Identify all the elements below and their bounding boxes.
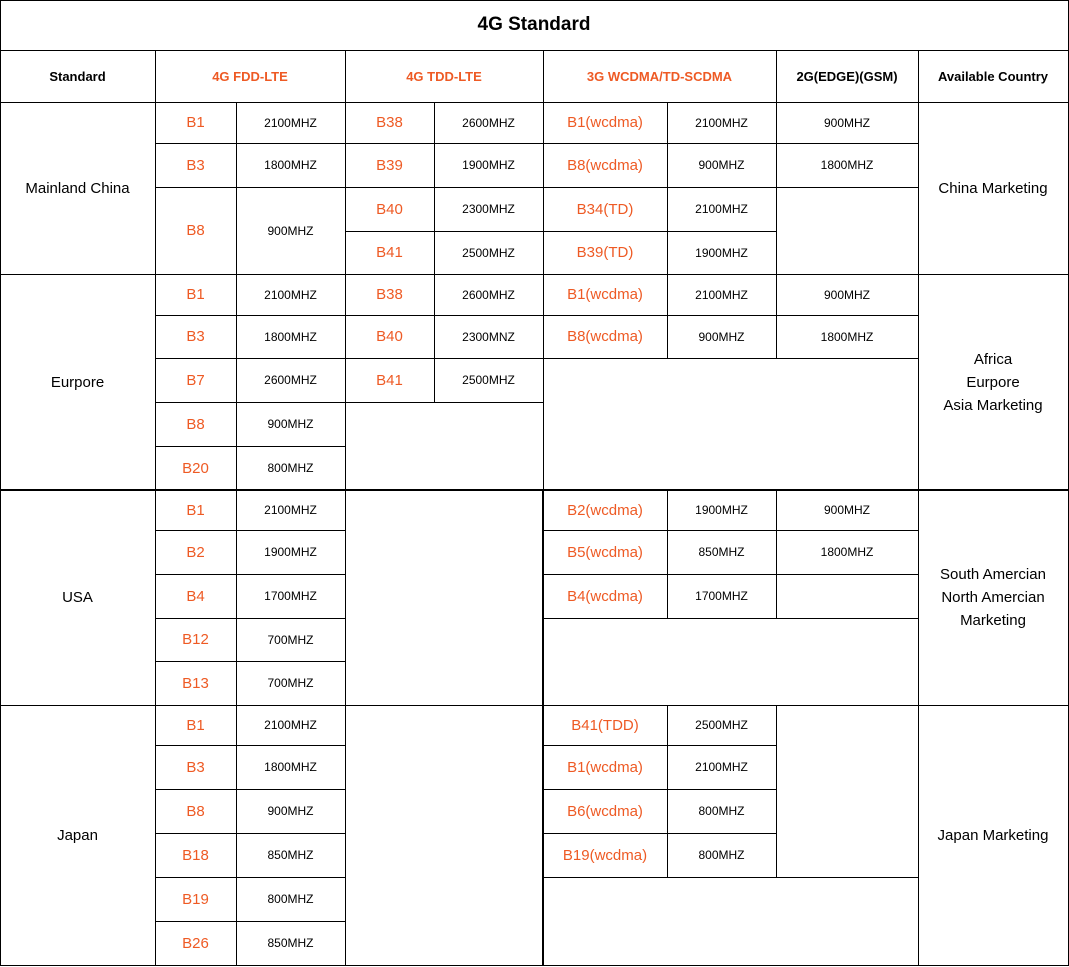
fdd-frequency: 1700MHZ bbox=[264, 589, 317, 603]
wcdma-band: B6(wcdma) bbox=[567, 802, 643, 820]
h-rule bbox=[0, 489, 1069, 491]
v-rule bbox=[667, 490, 668, 619]
wcdma-frequency: 900MHZ bbox=[698, 158, 745, 172]
fdd-band: B3 bbox=[186, 156, 205, 174]
wcdma-band: B19(wcdma) bbox=[562, 846, 648, 864]
v-rule bbox=[918, 705, 919, 966]
fdd-band: B20 bbox=[182, 459, 209, 477]
gsm-frequency: 1800MHZ bbox=[820, 545, 874, 559]
gsm-frequency: 1800MHZ bbox=[820, 329, 874, 344]
v-rule bbox=[918, 490, 919, 706]
v-rule bbox=[155, 50, 156, 103]
v-rule bbox=[776, 274, 777, 359]
gsm-frequency: 900MHZ bbox=[823, 503, 870, 517]
wcdma-frequency: 850MHZ bbox=[698, 545, 745, 559]
v-rule bbox=[918, 102, 919, 275]
fdd-band: B3 bbox=[186, 758, 205, 776]
wcdma-frequency: 2500MHZ bbox=[695, 718, 748, 732]
v-rule bbox=[236, 490, 237, 706]
wcdma-band: B4(wcdma) bbox=[567, 587, 643, 605]
wcdma-band: B1(wcdma) bbox=[567, 758, 643, 776]
v-rule bbox=[543, 50, 544, 103]
available-country: Africa Eurpore Asia Marketing bbox=[943, 350, 1043, 414]
wcdma-frequency: 2100MHZ bbox=[695, 202, 748, 216]
fdd-band: B8 bbox=[186, 222, 205, 239]
v-rule bbox=[776, 50, 777, 103]
header-fdd-lte: 4G FDD-LTE bbox=[212, 68, 288, 84]
v-rule bbox=[776, 705, 777, 878]
wcdma-band: B1(wcdma) bbox=[567, 286, 643, 303]
tdd-frequency: 1900MHZ bbox=[462, 158, 515, 172]
available-country: China Marketing bbox=[938, 179, 1048, 197]
tdd-band: B40 bbox=[376, 328, 403, 345]
wcdma-band: B2(wcdma) bbox=[567, 501, 643, 519]
wcdma-frequency: 1900MHZ bbox=[695, 245, 748, 260]
header-gsm: 2G(EDGE)(GSM) bbox=[796, 68, 898, 84]
v-rule bbox=[776, 490, 777, 619]
wcdma-frequency: 2100MHZ bbox=[695, 115, 748, 130]
header-tdd-lte: 4G TDD-LTE bbox=[406, 68, 482, 84]
table-title: 4G Standard bbox=[477, 14, 591, 35]
fdd-frequency: 900MHZ bbox=[267, 223, 314, 238]
v-rule bbox=[918, 50, 919, 103]
fdd-frequency: 700MHZ bbox=[267, 632, 314, 647]
region-japan: Japan bbox=[57, 826, 98, 844]
h-rule bbox=[543, 877, 919, 878]
fdd-band: B1 bbox=[186, 286, 205, 303]
header-available-country: Available Country bbox=[937, 68, 1049, 84]
v-rule bbox=[236, 705, 237, 966]
h-rule bbox=[776, 187, 919, 188]
fdd-band: B4 bbox=[186, 587, 205, 605]
header-standard: Standard bbox=[49, 68, 106, 84]
v-rule bbox=[776, 102, 777, 275]
tdd-frequency: 2500MHZ bbox=[462, 245, 515, 260]
v-rule bbox=[667, 102, 668, 275]
available-country: South Amercian North Amercian Marketing bbox=[940, 566, 1046, 629]
wcdma-frequency: 2100MHZ bbox=[695, 287, 748, 302]
tdd-band: B38 bbox=[376, 286, 403, 303]
wcdma-frequency: 1900MHZ bbox=[695, 503, 748, 517]
fdd-band: B19 bbox=[182, 890, 209, 908]
gsm-frequency: 900MHZ bbox=[823, 115, 870, 130]
tdd-band: B39 bbox=[376, 156, 403, 174]
v-rule bbox=[236, 102, 237, 275]
h-rule bbox=[345, 402, 544, 403]
wcdma-frequency: 2100MHZ bbox=[695, 760, 748, 774]
gsm-frequency: 900MHZ bbox=[823, 287, 870, 302]
fdd-band: B8 bbox=[186, 802, 205, 820]
fdd-frequency: 2100MHZ bbox=[264, 287, 317, 302]
v-rule bbox=[918, 274, 919, 491]
tdd-band: B41 bbox=[376, 244, 403, 261]
fdd-frequency: 2100MHZ bbox=[264, 115, 317, 130]
h-rule bbox=[155, 965, 346, 966]
fdd-band: B26 bbox=[182, 934, 209, 952]
v-rule bbox=[236, 274, 237, 491]
v-rule bbox=[345, 705, 346, 966]
wcdma-band: B41(TDD) bbox=[571, 716, 639, 734]
fdd-band: B13 bbox=[182, 674, 209, 692]
fdd-frequency: 1900MHZ bbox=[264, 545, 317, 559]
wcdma-frequency: 800MHZ bbox=[698, 848, 745, 862]
fdd-band: B8 bbox=[186, 415, 205, 433]
fdd-frequency: 900MHZ bbox=[267, 804, 314, 818]
v-rule bbox=[345, 50, 346, 103]
tdd-frequency: 2600MHZ bbox=[462, 115, 515, 130]
tdd-band: B41 bbox=[376, 371, 403, 389]
tdd-frequency: 2500MHZ bbox=[462, 373, 515, 387]
fdd-frequency: 800MHZ bbox=[267, 892, 314, 906]
fdd-frequency: 2100MHZ bbox=[264, 718, 317, 732]
tdd-frequency: 2600MHZ bbox=[462, 287, 515, 302]
wcdma-band: B5(wcdma) bbox=[567, 543, 643, 561]
wcdma-band: B8(wcdma) bbox=[567, 328, 643, 345]
tdd-band: B38 bbox=[376, 114, 403, 131]
fdd-band: B1 bbox=[186, 114, 205, 131]
fdd-frequency: 850MHZ bbox=[267, 848, 314, 862]
wcdma-band: B39(TD) bbox=[576, 244, 634, 261]
h-rule bbox=[543, 618, 919, 619]
region-usa: USA bbox=[62, 589, 93, 606]
fdd-band: B3 bbox=[186, 328, 205, 345]
fdd-band: B1 bbox=[186, 501, 205, 519]
fdd-band: B18 bbox=[182, 846, 209, 864]
tdd-frequency: 2300MHZ bbox=[462, 202, 515, 216]
wcdma-frequency: 900MHZ bbox=[698, 329, 745, 344]
fdd-band: B2 bbox=[186, 543, 205, 561]
fdd-frequency: 1800MHZ bbox=[264, 158, 317, 172]
fdd-band: B7 bbox=[186, 371, 205, 389]
h-rule bbox=[776, 574, 919, 575]
region-mainland-china: Mainland China bbox=[25, 179, 130, 197]
fdd-frequency: 2100MHZ bbox=[264, 503, 317, 517]
gsm-frequency: 1800MHZ bbox=[820, 158, 874, 172]
tdd-frequency: 2300MNZ bbox=[462, 329, 515, 344]
fdd-frequency: 800MHZ bbox=[267, 461, 314, 475]
fdd-frequency: 900MHZ bbox=[267, 417, 314, 431]
wcdma-band: B34(TD) bbox=[576, 200, 634, 218]
h-rule bbox=[0, 50, 1069, 51]
fdd-band: B1 bbox=[186, 716, 205, 734]
fdd-frequency: 2600MHZ bbox=[264, 373, 317, 387]
tdd-band: B40 bbox=[376, 200, 403, 218]
wcdma-frequency: 1700MHZ bbox=[695, 589, 748, 603]
wcdma-frequency: 800MHZ bbox=[698, 804, 745, 818]
fdd-frequency: 1800MHZ bbox=[264, 760, 317, 774]
header-wcdma: 3G WCDMA/TD-SCDMA bbox=[586, 68, 733, 84]
fdd-frequency: 700MHZ bbox=[267, 676, 314, 690]
region-eurpore: Eurpore bbox=[50, 373, 105, 391]
wcdma-band: B1(wcdma) bbox=[567, 114, 643, 131]
wcdma-band: B8(wcdma) bbox=[567, 156, 643, 174]
h-rule bbox=[0, 0, 1069, 1]
fdd-band: B12 bbox=[182, 631, 209, 648]
v-rule bbox=[434, 274, 435, 403]
v-rule bbox=[667, 705, 668, 878]
fdd-frequency: 1800MHZ bbox=[264, 329, 317, 344]
h-rule bbox=[543, 358, 919, 359]
v-rule bbox=[434, 102, 435, 275]
fdd-frequency: 850MHZ bbox=[267, 936, 314, 950]
available-country: Japan Marketing bbox=[937, 826, 1049, 844]
v-rule bbox=[667, 274, 668, 359]
v-rule bbox=[345, 490, 346, 706]
